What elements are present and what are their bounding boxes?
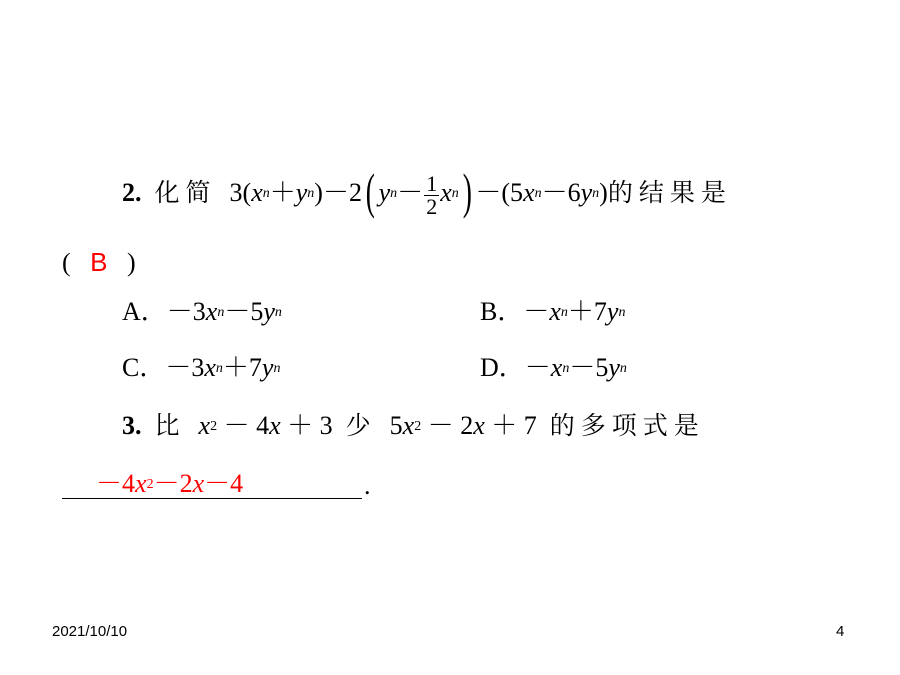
q3-end-period: .: [364, 471, 371, 500]
q2-answer-line: [62, 246, 136, 279]
q3-line: 3. 比 $x^2 - 4x + 3$ 少 $5x^2 - 2x + 7$ 的多项式是: [122, 411, 705, 440]
q2-line: 2. 化简 $3(x^n+y^n)-2$( $y^n-$ $\frac{1}{2}$ $x^n) -(5x^n-6y^n)$的结果是: [122, 163, 732, 219]
option-d-label: D．: [480, 353, 525, 382]
option-a: A．$-3x^n-5y^n$: [122, 297, 282, 326]
q3-word1: 比: [154, 411, 186, 440]
answer-blank-line: [62, 498, 362, 499]
footer-page-number: 4: [836, 623, 845, 640]
q2-fraction: $\frac{1}{2}$: [426, 170, 438, 219]
answer-open-paren: (: [62, 248, 71, 277]
footer-date: 2021/10/10: [52, 623, 128, 640]
option-c: C．$-3x^n+7y^n$: [122, 353, 281, 382]
q2-answer: B: [90, 247, 108, 277]
option-d: D．$-x^n-5y^n$: [480, 353, 627, 382]
q3-answer: $-4x^2-2x-4$: [96, 469, 244, 498]
q2-tail: 的结果是: [607, 177, 732, 207]
q3-number: 3: [122, 411, 135, 440]
answer-close-paren: ): [127, 248, 136, 277]
option-a-label: A．: [122, 297, 167, 326]
option-b: B．$-x^n+7y^n$: [480, 297, 626, 326]
q2-verb: 化简: [154, 177, 217, 207]
q3-word2: 少: [345, 411, 377, 440]
q2-expression: $3(x^n+y^n)-2$( $y^n-$ $\frac{1}{2}$ $x^n) -(5x^n-6y^n)$: [229, 163, 608, 219]
q3-expr1: $x^2 - 4x + 3$: [198, 411, 333, 440]
option-b-label: B．: [480, 297, 524, 326]
q3-expr2: $5x^2 - 2x + 7$: [389, 411, 537, 440]
option-c-label: C．: [122, 353, 166, 382]
q3-tail: 的多项式是: [549, 411, 705, 440]
q2-number: 2: [122, 177, 135, 207]
